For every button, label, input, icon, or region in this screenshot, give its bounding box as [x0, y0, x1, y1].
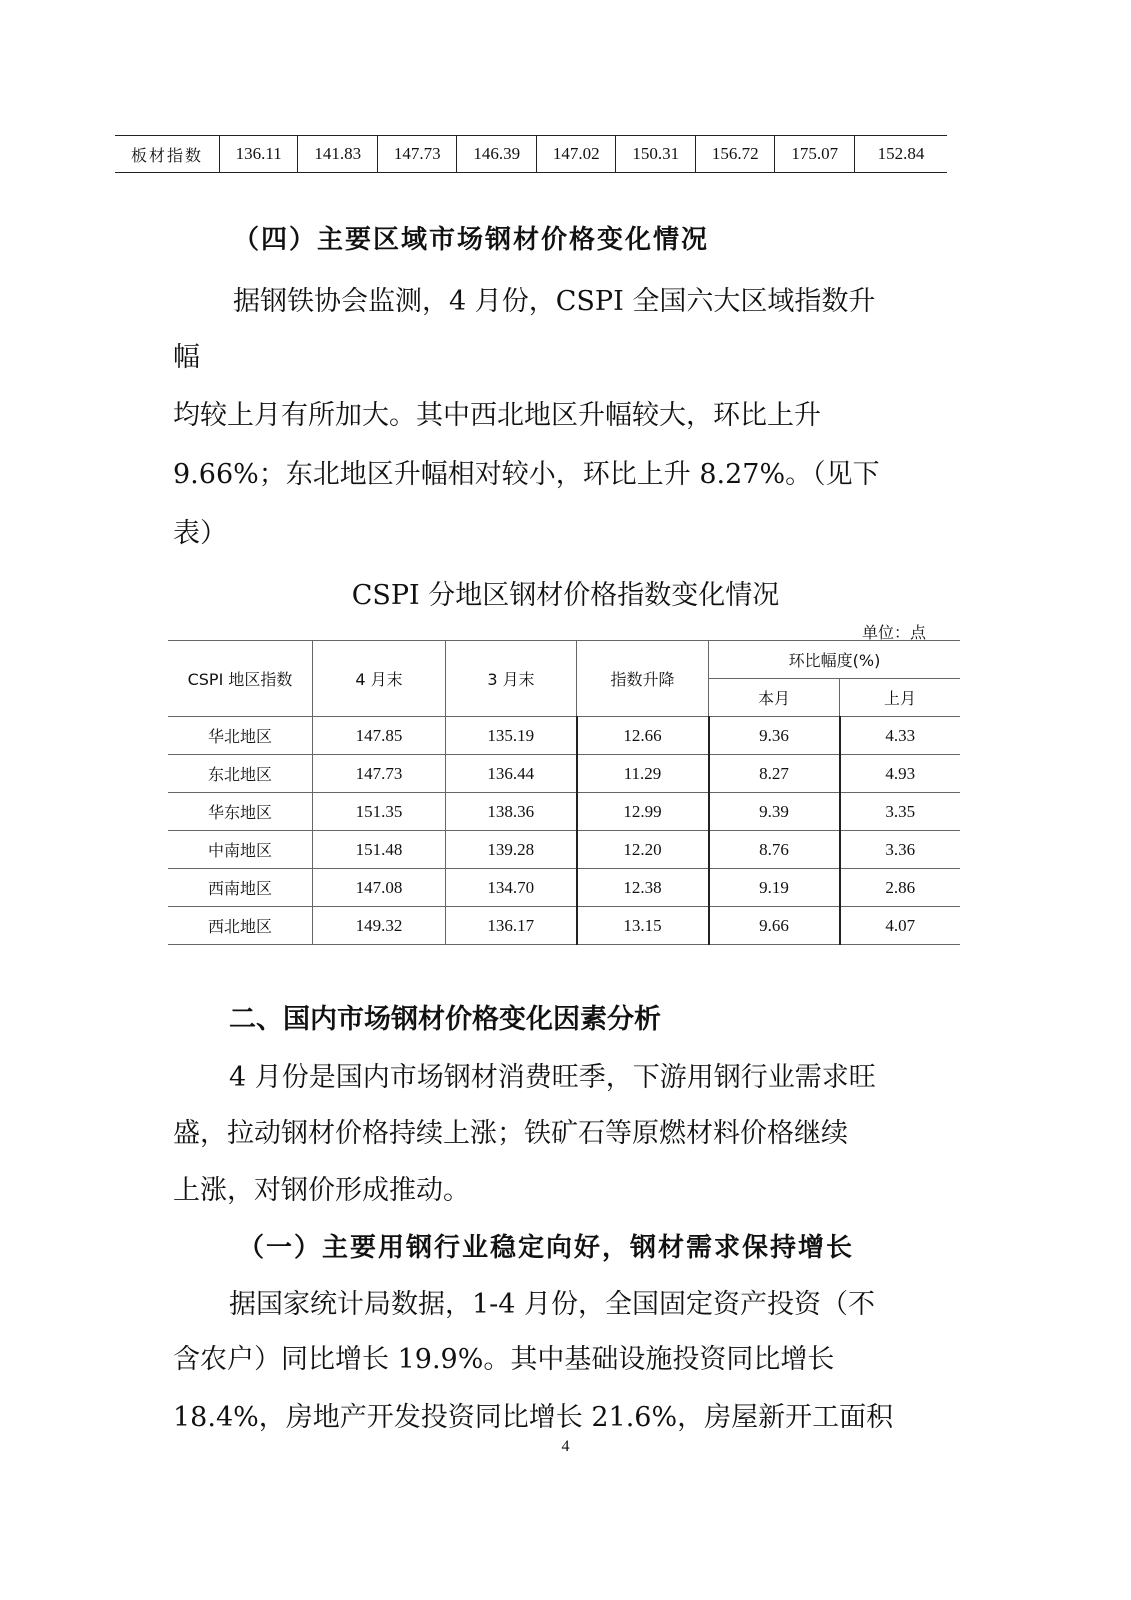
table-title: CSPI 分地区钢材价格指数变化情况 — [351, 580, 780, 611]
region-name: 西北地区 — [168, 907, 313, 945]
change-value: 12.99 — [577, 793, 709, 831]
paragraph-line: 9.66%；东北地区升幅相对较小，环比上升 8.27%。（见下 — [173, 459, 880, 490]
this-month-value: 9.36 — [709, 717, 840, 755]
april-value: 151.35 — [313, 793, 446, 831]
table-cell: 141.83 — [298, 136, 378, 173]
april-value: 149.32 — [313, 907, 446, 945]
page-number: 4 — [561, 1438, 570, 1455]
march-value: 134.70 — [446, 869, 577, 907]
table-row — [168, 869, 960, 907]
change-value: 11.29 — [577, 755, 709, 793]
paragraph-line: 据钢铁协会监测，4 月份，CSPI 全国六大区域指数升 — [233, 286, 876, 317]
april-value: 147.73 — [313, 755, 446, 793]
table-cell: 156.72 — [695, 136, 775, 173]
header-last-month: 上月 — [840, 679, 961, 717]
header-march-end: 3 月末 — [446, 641, 577, 717]
table-row — [168, 755, 960, 793]
section-heading: （四）主要区域市场钢材价格变化情况 — [233, 225, 710, 255]
last-month-value: 4.33 — [840, 717, 961, 755]
paragraph-line: 4 月份是国内市场钢材消费旺季，下游用钢行业需求旺 — [229, 1062, 876, 1093]
march-value: 138.36 — [446, 793, 577, 831]
paragraph-line: 上涨，对钢价形成推动。 — [173, 1175, 470, 1206]
table-row — [168, 793, 960, 831]
paragraph-line: 含农户）同比增长 19.9%。其中基础设施投资同比增长 — [173, 1344, 835, 1375]
table-cell: 147.73 — [377, 136, 457, 173]
section-heading: 二、国内市场钢材价格变化因素分析 — [229, 1004, 661, 1035]
header-region: CSPI 地区指数 — [168, 641, 313, 717]
march-value: 136.17 — [446, 907, 577, 945]
table-row — [115, 136, 947, 173]
last-month-value: 2.86 — [840, 869, 961, 907]
header-april-end: 4 月末 — [313, 641, 446, 717]
header-this-month: 本月 — [709, 679, 840, 717]
header-change: 指数升降 — [577, 641, 709, 717]
table-cell: 146.39 — [457, 136, 537, 173]
unit-label: 单位：点 — [862, 623, 927, 642]
header-mom: 环比幅度(%) — [709, 641, 961, 679]
paragraph-line: 据国家统计局数据，1-4 月份，全国固定资产投资（不 — [229, 1289, 876, 1320]
region-name: 中南地区 — [168, 831, 313, 869]
table-cell: 150.31 — [616, 136, 696, 173]
april-value: 151.48 — [313, 831, 446, 869]
this-month-value: 9.19 — [709, 869, 840, 907]
region-name: 华东地区 — [168, 793, 313, 831]
paragraph-line: 盛，拉动钢材价格持续上涨；铁矿石等原燃材料价格继续 — [173, 1118, 848, 1149]
paragraph-line: 表） — [173, 518, 227, 549]
table-cell: 147.02 — [536, 136, 616, 173]
paragraph-line: 均较上月有所加大。其中西北地区升幅较大，环比上升 — [173, 400, 821, 431]
row-label: 板材指数 — [115, 136, 220, 173]
this-month-value: 8.27 — [709, 755, 840, 793]
subsection-heading: （一）主要用钢行业稳定向好，钢材需求保持增长 — [238, 1233, 855, 1263]
last-month-value: 3.36 — [840, 831, 961, 869]
last-month-value: 3.35 — [840, 793, 961, 831]
table-row — [168, 907, 960, 945]
region-index-table — [168, 640, 960, 945]
table-cell: 152.84 — [855, 136, 948, 173]
region-name: 东北地区 — [168, 755, 313, 793]
region-name: 华北地区 — [168, 717, 313, 755]
april-value: 147.08 — [313, 869, 446, 907]
change-value: 13.15 — [577, 907, 709, 945]
top-index-table — [115, 135, 947, 173]
paragraph-line: 18.4%，房地产开发投资同比增长 21.6%，房屋新开工面积 — [173, 1402, 894, 1433]
this-month-value: 9.66 — [709, 907, 840, 945]
table-header-row — [168, 641, 960, 679]
table-cell: 175.07 — [775, 136, 855, 173]
table-row — [168, 831, 960, 869]
change-value: 12.38 — [577, 869, 709, 907]
march-value: 135.19 — [446, 717, 577, 755]
this-month-value: 8.76 — [709, 831, 840, 869]
change-value: 12.66 — [577, 717, 709, 755]
table-row — [168, 717, 960, 755]
last-month-value: 4.07 — [840, 907, 961, 945]
table-cell: 136.11 — [220, 136, 298, 173]
region-name: 西南地区 — [168, 869, 313, 907]
paragraph-line: 幅 — [173, 342, 200, 373]
change-value: 12.20 — [577, 831, 709, 869]
march-value: 139.28 — [446, 831, 577, 869]
april-value: 147.85 — [313, 717, 446, 755]
table-body — [168, 717, 960, 945]
this-month-value: 9.39 — [709, 793, 840, 831]
last-month-value: 4.93 — [840, 755, 961, 793]
march-value: 136.44 — [446, 755, 577, 793]
